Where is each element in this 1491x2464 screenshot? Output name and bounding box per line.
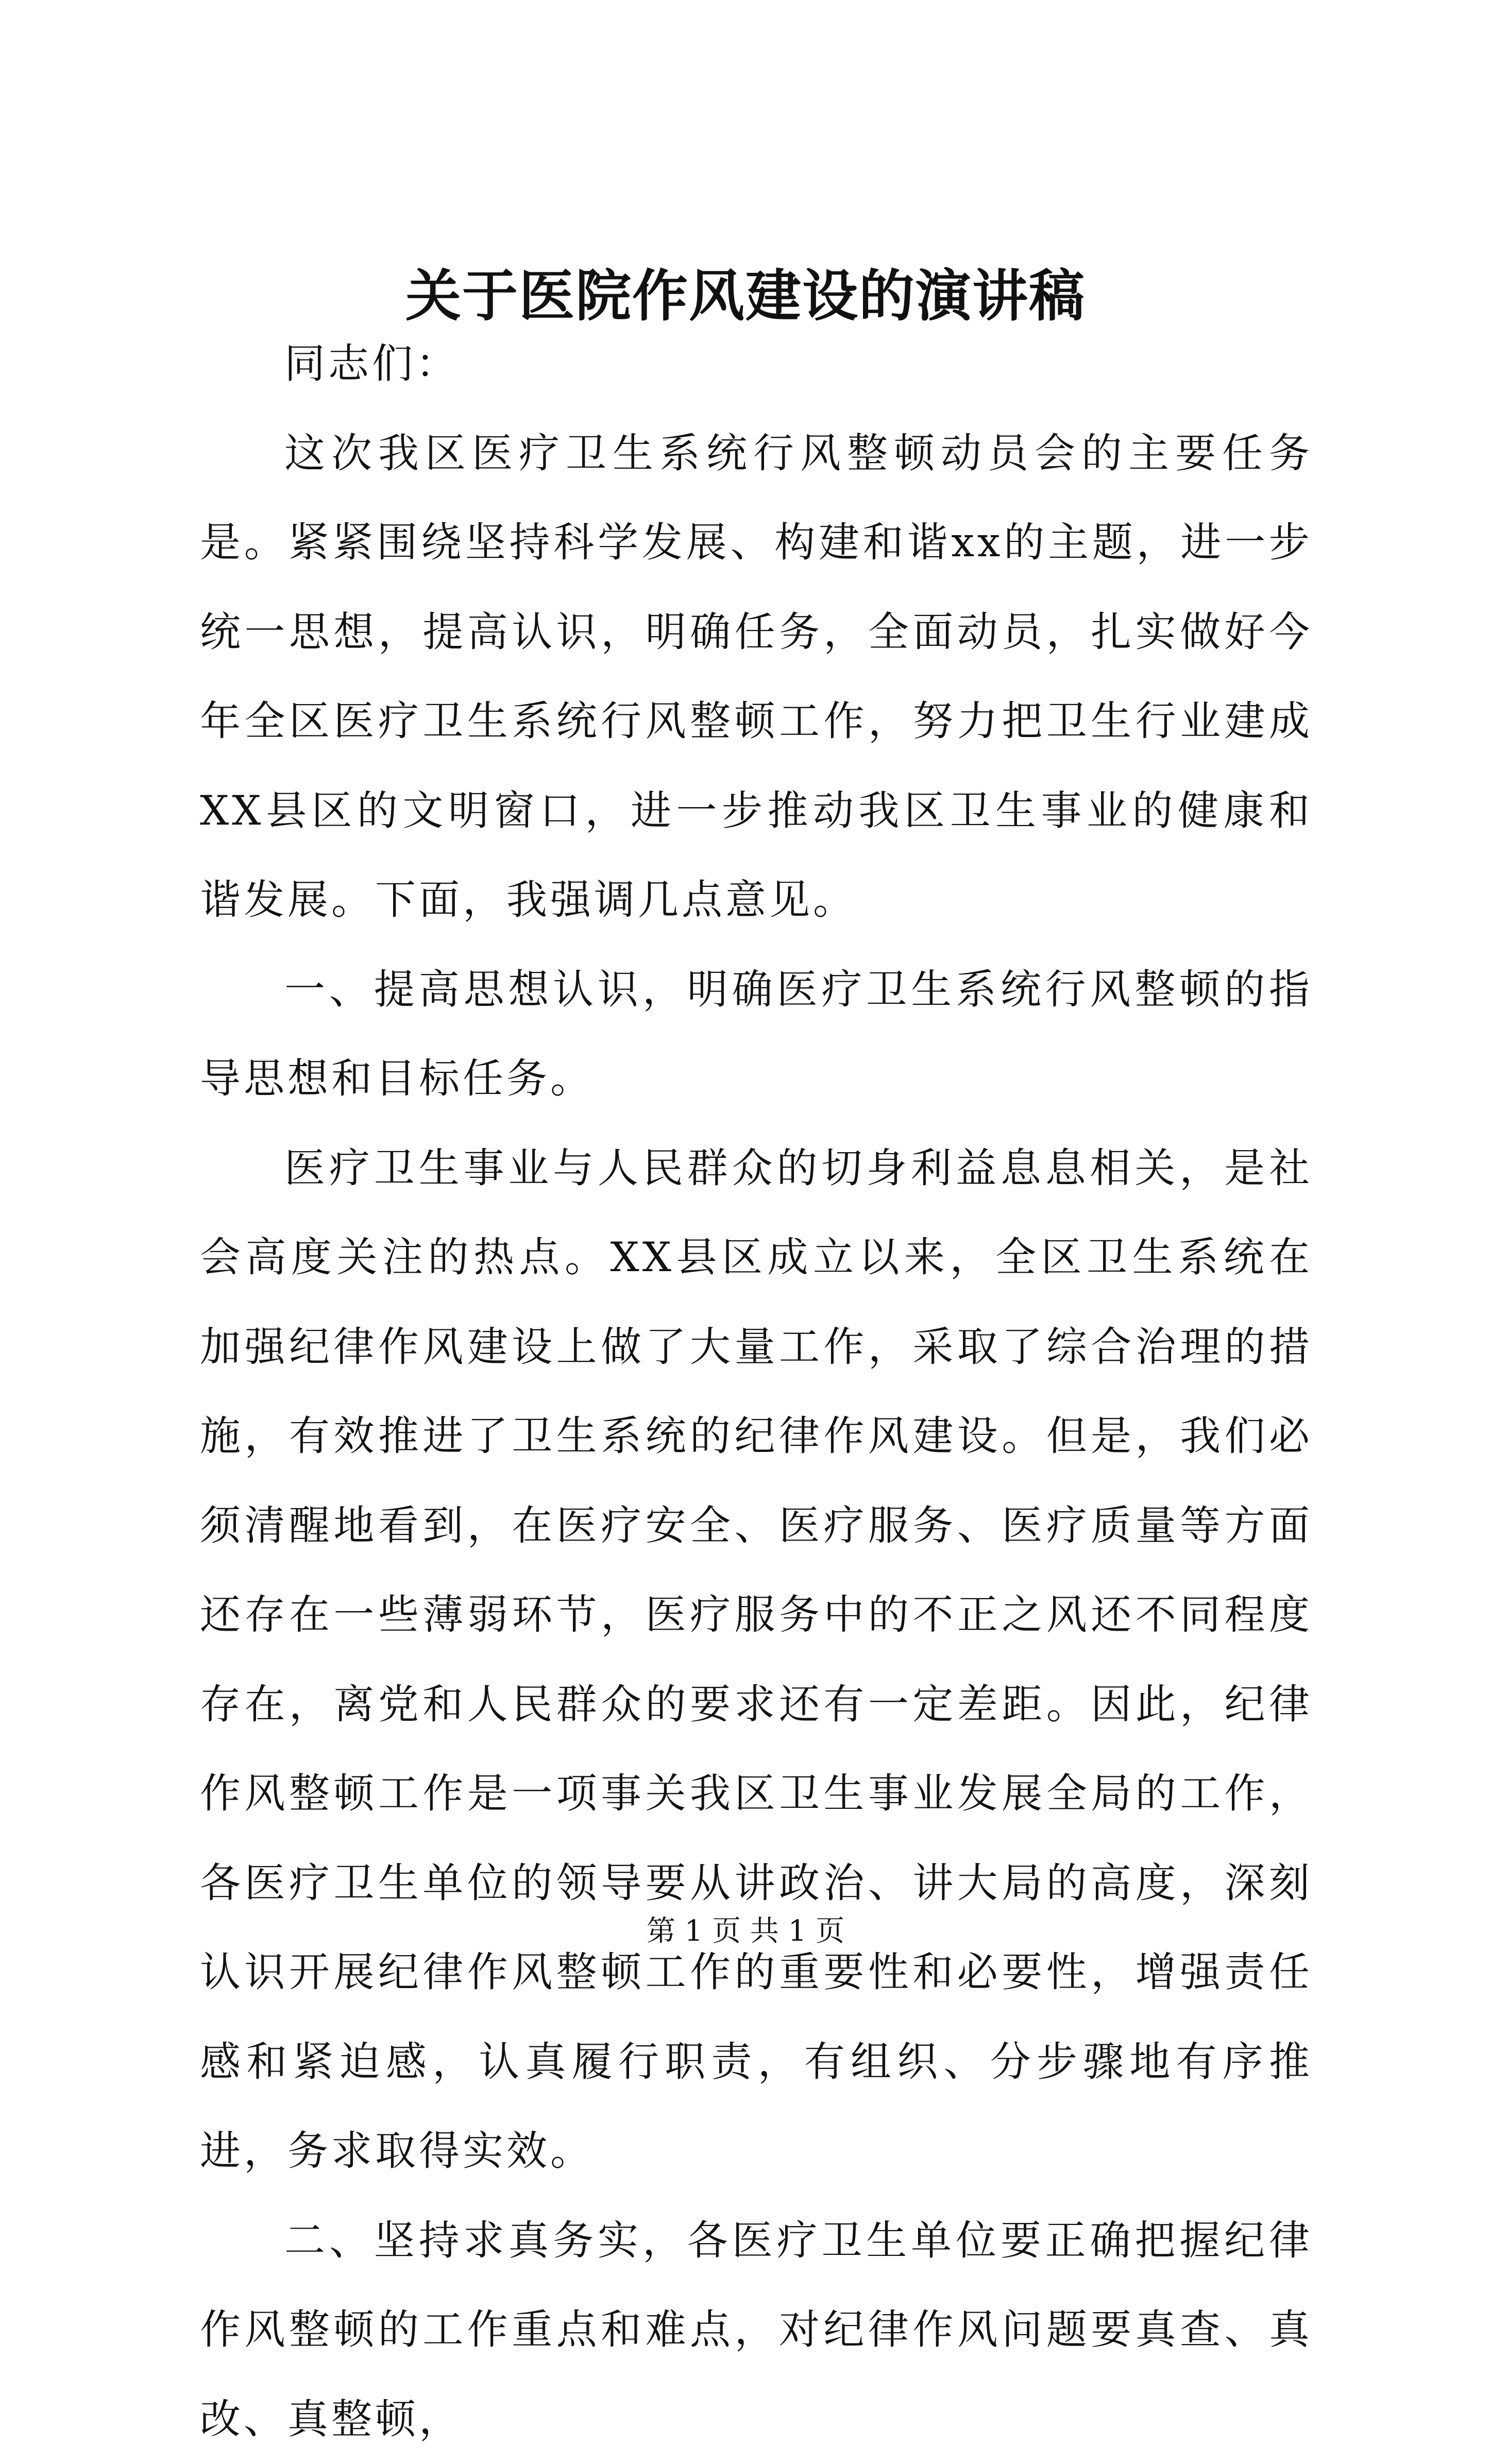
body-paragraph: 医疗卫生事业与人民群众的切身利益息息相关，是社会高度关注的热点。XX县区成立以来，全区卫生系统在加强纪律作风建设上做了大量工作，采取了综合治理的措施，有效推进了卫生系统的纪律作风建设。但是，我们必须清醒地看到，在医疗安全、医疗服务、医疗质量等方面还存在一些薄弱环节，医疗服务中的不正之风还不同程度存在，离党和人民群众的要求还有一定差距。因此，纪律作风整顿工作是一项事关我区卫生事业发展全局的工作，各医疗卫生单位的领导要从讲政治、讲大局的高度，深刻认识开展纪律作风整顿工作的重要性和必要性，增强责任感和紧迫感，认真履行职责，有组织、分步骤地有序推进，务求取得实效。 [200,1124,1313,2196]
document-body [200,319,1313,2464]
document-title: 关于医院作风建设的演讲稿 [0,260,1491,332]
salutation-paragraph: 同志们： [200,319,1313,409]
page-number-footer: 第 1 页 共 1 页 [0,1911,1491,1952]
section-heading-2: 二、坚持求真务实，各医疗卫生单位要正确把握纪律作风整顿的工作重点和难点，对纪律作风问题要真查、真改、真整顿， [200,2196,1313,2464]
section-heading-1: 一、提高思想认识，明确医疗卫生系统行风整顿的指导思想和目标任务。 [200,945,1313,1124]
body-paragraph: 这次我区医疗卫生系统行风整顿动员会的主要任务是。紧紧围绕坚持科学发展、构建和谐xx的主题，进一步统一思想，提高认识，明确任务，全面动员，扎实做好今年全区医疗卫生系统行风整顿工作，努力把卫生行业建成XX县区的文明窗口，进一步推动我区卫生事业的健康和谐发展。下面，我强调几点意见。 [200,409,1313,945]
